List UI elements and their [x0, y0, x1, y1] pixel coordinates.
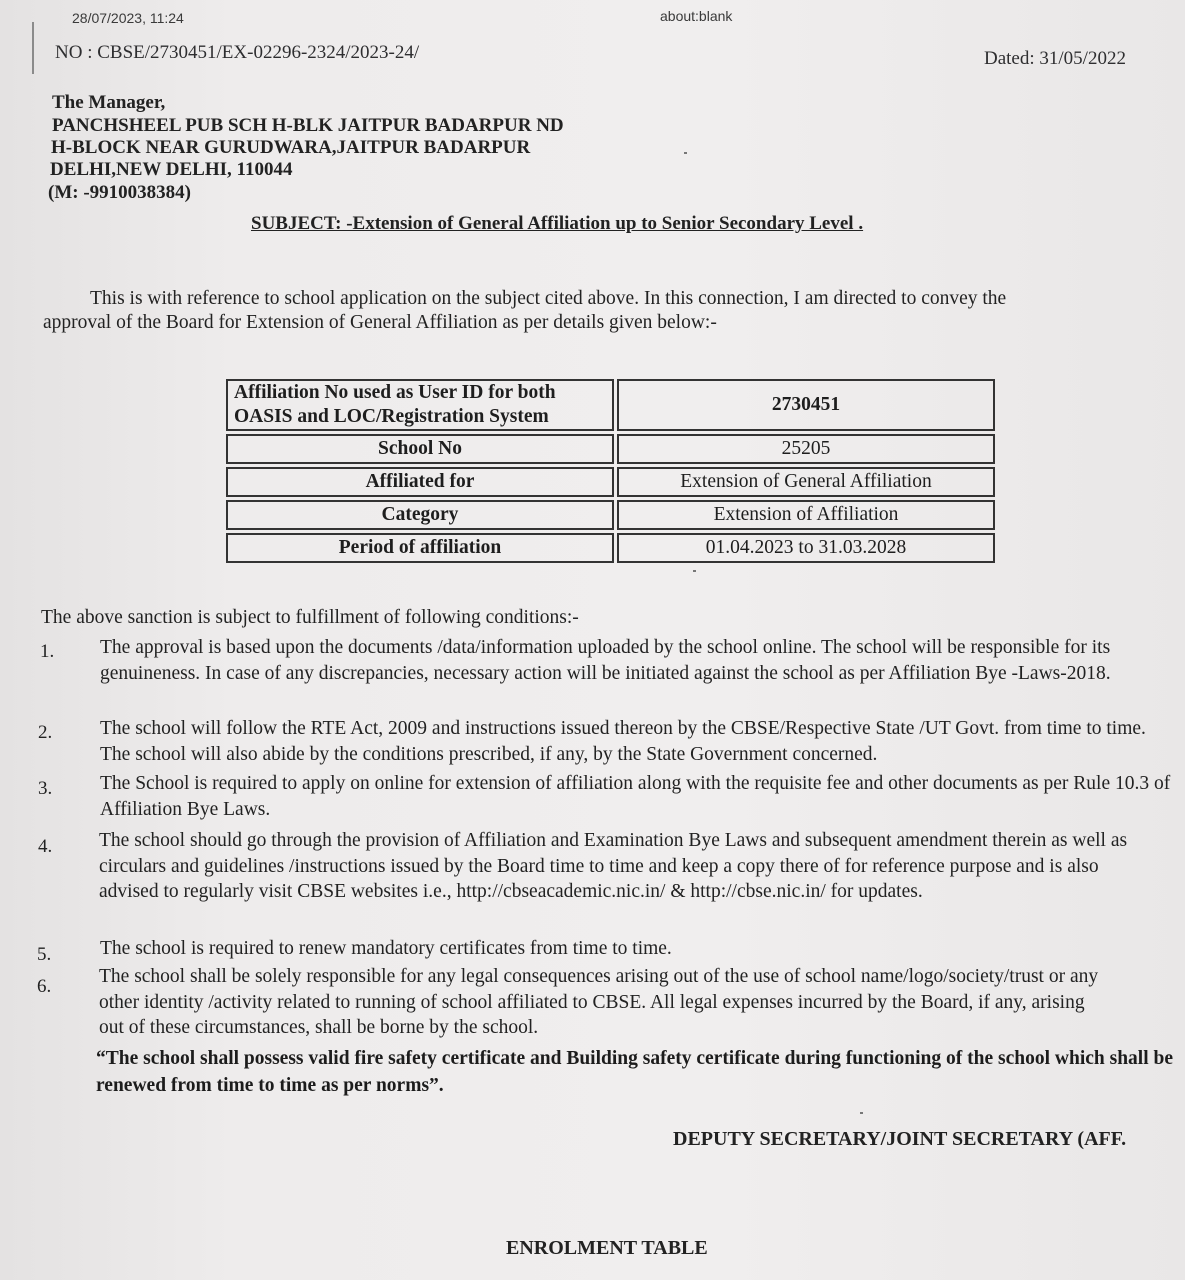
table-row: [226, 500, 995, 530]
condition-item-3: The School is required to apply on online for extension of affiliation along with the requisite fee and other documents as per Rule 10.3 of Affiliation Bye Laws.: [100, 773, 1171, 820]
category-label: Category: [226, 500, 614, 530]
affiliation-no-label-line1: Affiliation No used as User ID for both: [234, 382, 556, 403]
letter-subject: SUBJECT: -Extension of General Affiliation up to Senior Secondary Level .: [251, 213, 864, 234]
table-label-cell: [226, 379, 614, 431]
condition-number: 5.: [37, 944, 52, 965]
condition-number: 2.: [38, 722, 53, 743]
recipient-school-name: PANCHSHEEL PUB SCH H-BLK JAITPUR BADARPUR ND: [52, 115, 564, 136]
table-row: [226, 379, 995, 431]
recipient-address-line1: H-BLOCK NEAR GURUDWARA,JAITPUR BADARPUR: [51, 137, 531, 158]
period-label: Period of affiliation: [226, 533, 614, 563]
condition-item-6: The school shall be solely responsible for any legal consequences arising out of the use of school name/logo/society/trust or any other identity /activity related to running of school affiliated to CBSE. All legal expenses incurred by the Board, if any, arising out of these circumstances, shall be borne by the school.: [99, 966, 1099, 1038]
condition-number: 1.: [40, 641, 55, 662]
table-row: [226, 434, 995, 464]
print-url: about:blank: [660, 8, 733, 24]
margin-line: [32, 22, 34, 74]
table-row: [226, 533, 995, 563]
scan-speck: [860, 1112, 863, 1114]
scan-speck: [693, 570, 696, 572]
recipient-mobile: (M: -9910038384): [48, 182, 191, 203]
intro-line-2: approval of the Board for Extension of General Affiliation as per details given below:-: [43, 312, 717, 333]
affiliation-details-table: [223, 376, 998, 566]
conditions-intro: The above sanction is subject to fulfillment of following conditions:-: [41, 607, 579, 628]
table-row: [226, 467, 995, 497]
affiliated-for-value: Extension of General Affiliation: [617, 467, 995, 497]
fire-safety-note: “The school shall possess valid fire safety certificate and Building safety certificate during functioning of the school which shall be renewed from time to time as per norms”.: [96, 1048, 1174, 1096]
condition-item-2: The school will follow the RTE Act, 2009 and instructions issued thereon by the CBSE/Respective State /UT Govt. from time to time. The school will also abide by the conditions prescribed, if any, by the State Government concerned.: [100, 718, 1146, 765]
recipient-address-line2: DELHI,NEW DELHI, 110044: [50, 159, 293, 180]
reference-number: NO : CBSE/2730451/EX-02296-2324/2023-24/: [55, 42, 420, 63]
condition-item-1: The approval is based upon the documents /data/information uploaded by the school online. The school will be responsible for its genuineness. In case of any discrepancies, necessary action will be initiated against the school as per Affiliation Bye -Laws-2018.: [100, 637, 1111, 684]
enrolment-table-heading: ENROLMENT TABLE: [506, 1237, 708, 1259]
condition-item-4: The school should go through the provision of Affiliation and Examination Bye Laws and subsequent amendment therein as well as circulars and guidelines /instructions issued by the Board time to time and keep a copy there of for reference purpose and is also advised to regularly visit CBSE websites i.e., http://cbseacademic.nic.in/ & http://cbse.nic.in/ for updates.: [99, 830, 1128, 902]
affiliation-no-value: 2730451: [617, 379, 995, 431]
intro-line-1: This is with reference to school application on the subject cited above. In this connection, I am directed to convey the: [90, 288, 1007, 309]
condition-number: 6.: [37, 976, 52, 997]
signatory-title: DEPUTY SECRETARY/JOINT SECRETARY (AFF.: [673, 1128, 1127, 1150]
condition-number: 4.: [38, 836, 53, 857]
period-value: 01.04.2023 to 31.03.2028: [617, 533, 995, 563]
affiliation-no-label-line2: OASIS and LOC/Registration System: [234, 406, 549, 427]
affiliated-for-label: Affiliated for: [226, 467, 614, 497]
category-value: Extension of Affiliation: [617, 500, 995, 530]
letter-date: Dated: 31/05/2022: [984, 48, 1126, 69]
school-no-label: School No: [226, 434, 614, 464]
condition-number: 3.: [38, 778, 53, 799]
school-no-value: 25205: [617, 434, 995, 464]
scan-speck: [684, 152, 687, 154]
condition-item-5: The school is required to renew mandatory certificates from time to time.: [100, 938, 672, 959]
recipient-salutation: The Manager,: [52, 92, 166, 113]
print-datetime: 28/07/2023, 11:24: [72, 10, 184, 26]
